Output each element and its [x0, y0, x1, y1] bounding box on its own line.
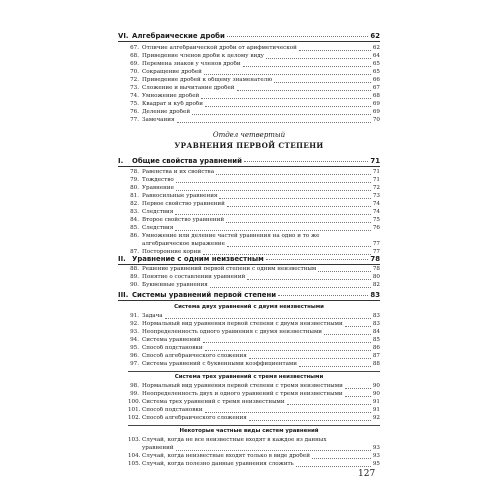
section-heading	[118, 31, 380, 42]
toc-entry: 81. Равносильные уравнения 73	[130, 193, 380, 199]
sub-heading: Система трех уравнений с тремя неизвестными	[174, 374, 324, 380]
toc-entry: 86. Умножение или деление частей уравнения на одно и то же	[130, 233, 320, 239]
toc-entry: 78. Равенства и их свойства 71	[130, 169, 380, 175]
toc-entry: 95. Способ подстановки 86	[130, 345, 380, 351]
toc-entry: 103. Случай, когда не все неизвестные входят в каждое из данных	[128, 437, 327, 443]
section-page: 62	[370, 32, 380, 40]
toc-entry: 74. Умножение дробей 68	[130, 93, 380, 99]
toc-entry: 82. Первое свойство уравнений 74	[130, 201, 380, 207]
section-roman: VI.	[118, 32, 129, 40]
toc-entry: 88. Решение уравнений первой степени с одним неизвестным 78	[130, 266, 380, 272]
toc-entry: 75. Квадрат и куб дроби 69	[130, 101, 380, 107]
toc-entry: 104. Случай, когда неизвестные входят только в виде дробей 93	[128, 453, 380, 459]
toc-entry: 73. Сложение и вычитание дробей 67	[130, 85, 380, 91]
toc-entry: 80. Уравнение 72	[130, 185, 380, 191]
toc-entry: 100. Система трех уравнений с тремя неизвестными 91	[128, 399, 380, 405]
section-title: Алгебраические дроби	[132, 32, 225, 40]
sub-heading: Система двух уравнений с двумя неизвестными	[174, 304, 324, 310]
toc-entry: 94. Система уравнений 85	[130, 337, 380, 343]
sub-heading: Некоторые частные виды систем уравнений	[179, 428, 319, 434]
divider	[128, 371, 380, 372]
divider	[128, 425, 380, 426]
page-number: 127	[358, 469, 376, 479]
toc-entry: 99. Неопределенность двух и одного уравнений с тремя неизвестными 90	[130, 391, 380, 397]
toc-entry: 105. Случай, когда полезно данные уравнения сложить 95	[128, 461, 380, 467]
toc-entry: 67. Отличие алгебраической дроби от арифметической 62	[130, 45, 380, 51]
toc-entry: 92. Нормальный вид уравнения первой степени с двумя неизвестными 83	[130, 321, 380, 327]
toc-entry: 85. Следствия 76	[130, 225, 380, 231]
toc-entry: 91. Задача 83	[130, 313, 380, 319]
section-heading: I. Общие свойства уравнений 71	[118, 157, 380, 165]
toc-entry: 68. Приведение членов дроби к целому виду 64	[130, 53, 380, 59]
toc-entry: 79. Тождество 71	[130, 177, 380, 183]
dot-leader	[227, 31, 369, 37]
toc-entry: 90. Буквенные уравнения 82	[130, 282, 380, 288]
toc-entry-continued: уравнений 93	[142, 445, 380, 451]
toc-entry: 96. Способ алгебраического сложения 87	[130, 353, 380, 359]
part-title: УРАВНЕНИЯ ПЕРВОЙ СТЕПЕНИ	[174, 141, 324, 150]
toc-entry: 89. Понятие о составлении уравнений 80	[130, 274, 380, 280]
toc-entry: 101. Способ подстановки 91	[128, 407, 380, 413]
toc-entry: 70. Сокращение дробей 65	[130, 69, 380, 75]
toc-entry: 84. Второе свойство уравнений 75	[130, 217, 380, 223]
toc-entry-continued: алгебраическое выражение 77	[142, 241, 380, 247]
toc-entry: 76. Деление дробей 69	[130, 109, 380, 115]
toc-entry: 93. Неопределенность одного уравнения с двумя неизвестными 84	[130, 329, 380, 335]
toc-entry: 87. Посторонние корни 77	[130, 249, 380, 255]
section-heading: III. Системы уравнений первой степени 83	[118, 291, 380, 299]
toc-entry: 69. Перемена знаков у членов дроби 65	[130, 61, 380, 67]
toc-entry: 97. Система уравнений с буквенными коэффициентами 88	[130, 361, 380, 367]
toc-entry: 98. Нормальный вид уравнения первой степени с тремя неизвестными 90	[130, 383, 380, 389]
toc-entry: 72. Приведение дробей к общему знаменателю 66	[130, 77, 380, 83]
part-subtitle: Отдел четвертый	[212, 131, 286, 139]
toc-entry: 83. Следствия 74	[130, 209, 380, 215]
section-heading: II. Уравнение с одним неизвестным 78	[118, 255, 380, 263]
toc-entry: 77. Замечания 70	[130, 117, 380, 123]
toc-entry: 102. Способ алгебраического сложения 92	[128, 415, 380, 421]
